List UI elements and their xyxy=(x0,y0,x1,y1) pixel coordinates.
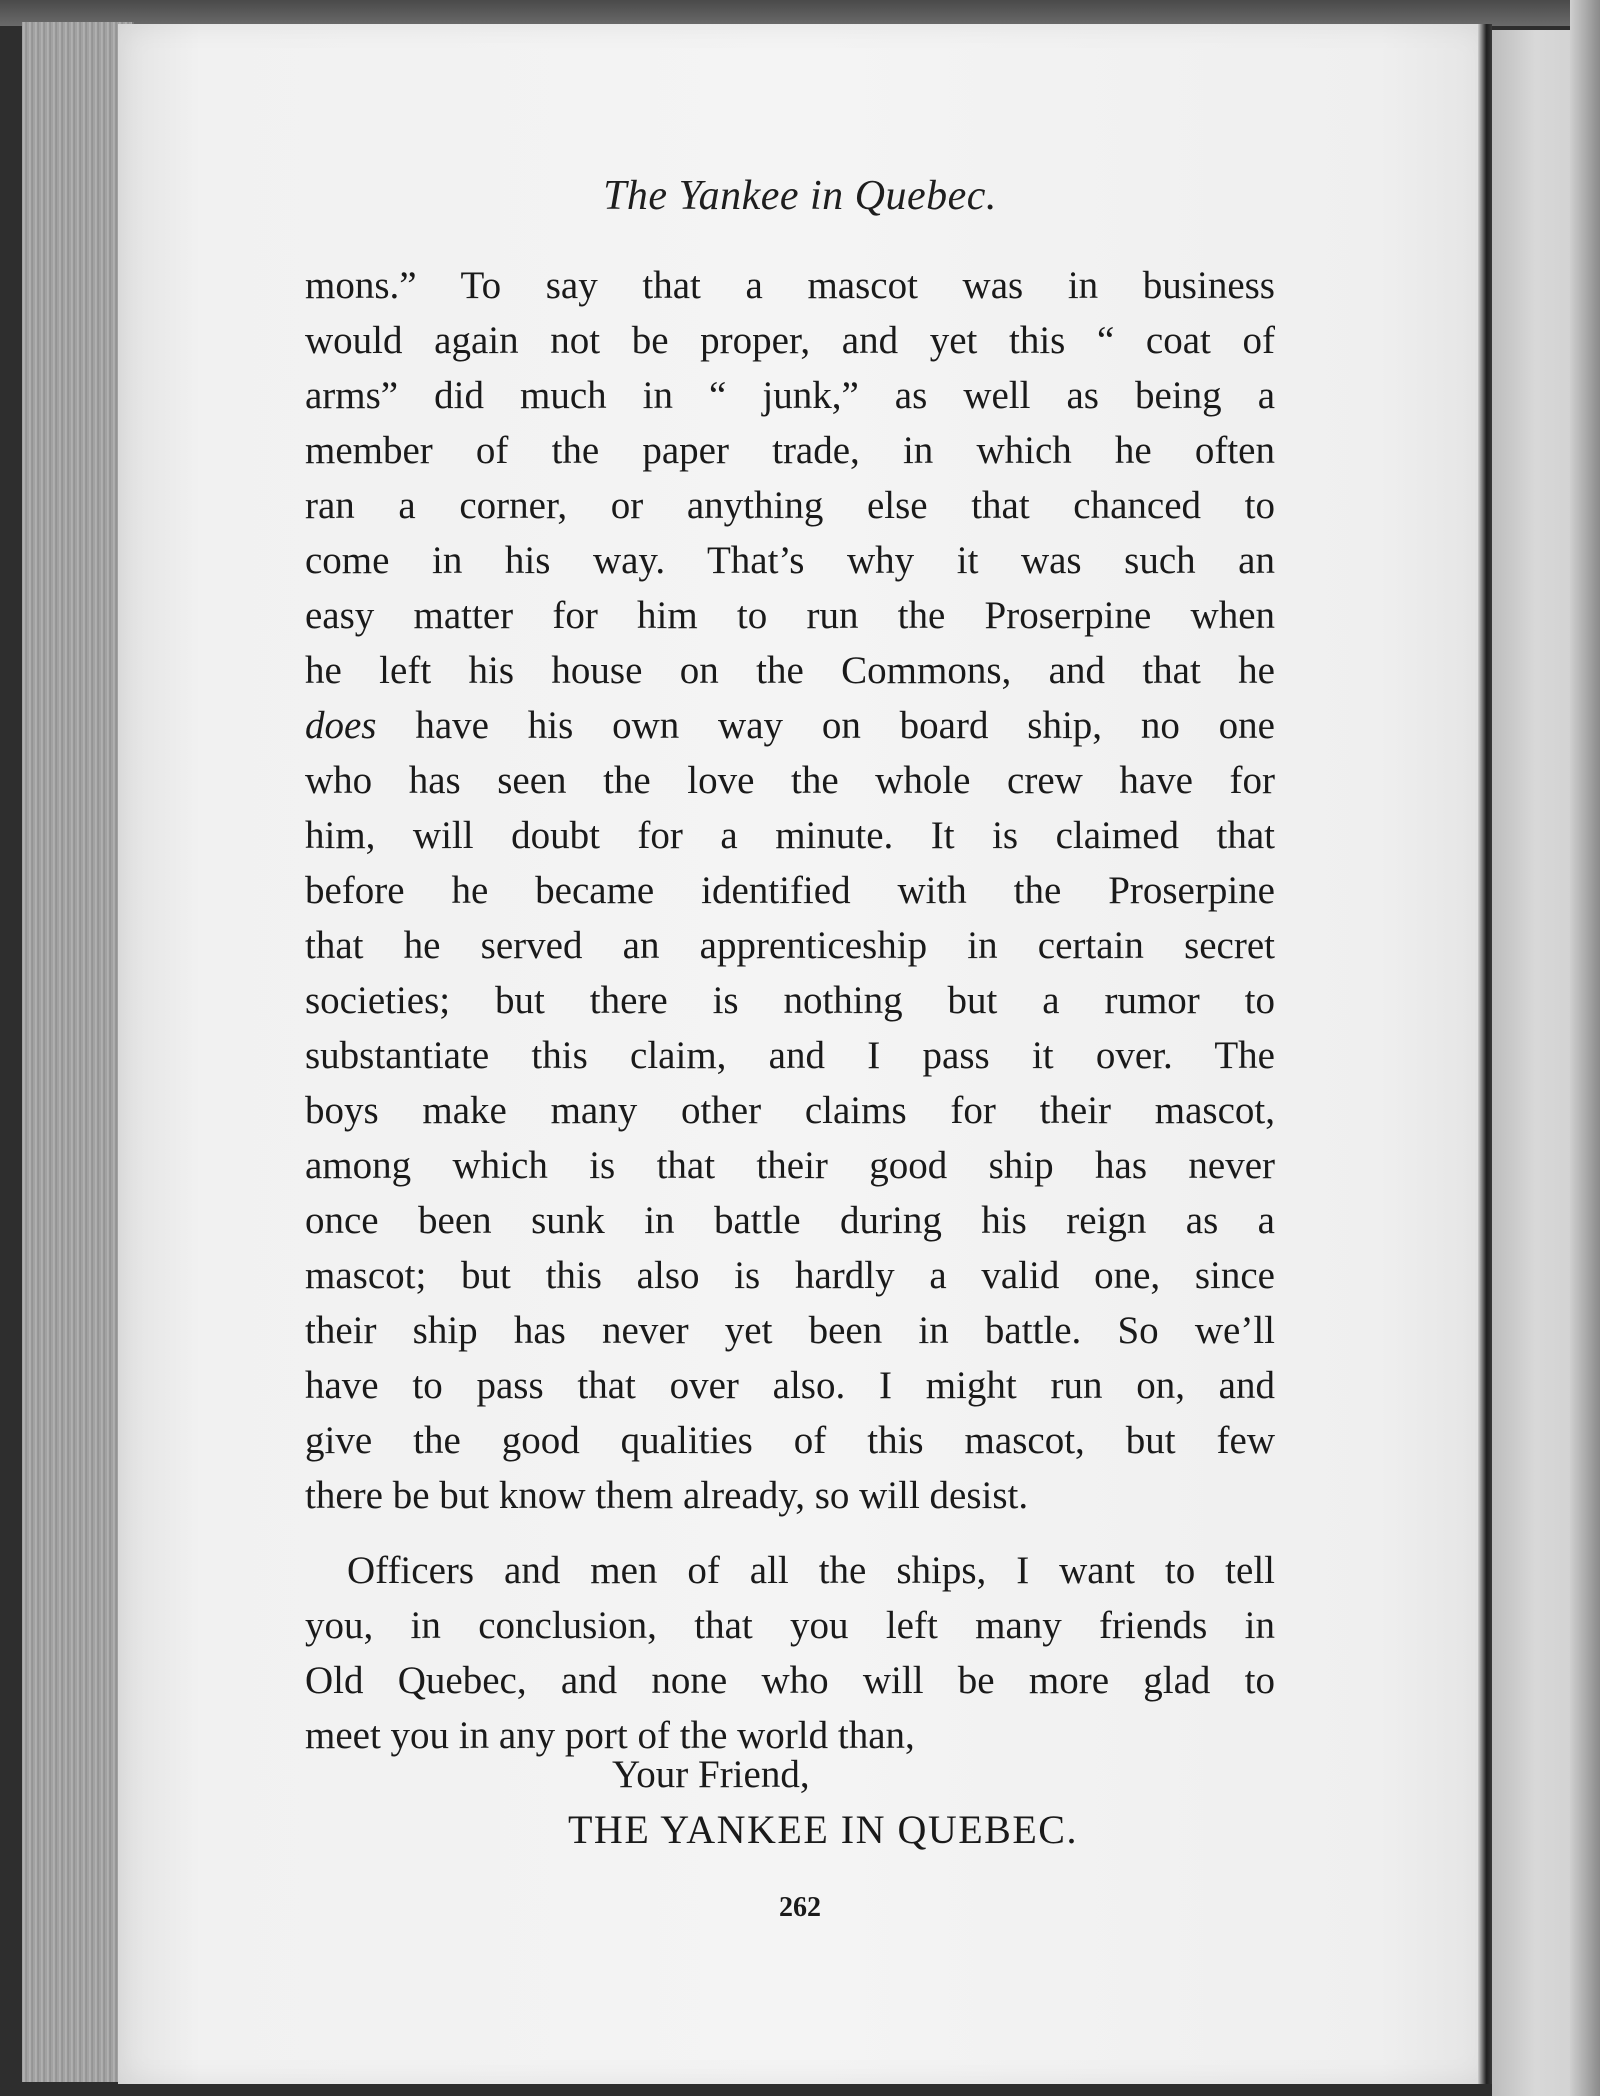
text-line: give the good qualities of this mascot, but few xyxy=(305,1419,1275,1462)
text-line: does have his own way on board ship, no one xyxy=(305,704,1275,747)
text-line: come in his way. That’s why it was such an xyxy=(305,539,1275,582)
text-line: among which is that their good ship has never xyxy=(305,1144,1275,1187)
text-line: mons.” To say that a mascot was in business xyxy=(305,264,1275,307)
text-line: he left his house on the Commons, and that he xyxy=(305,649,1275,692)
text-line: Old Quebec, and none who will be more glad to xyxy=(305,1659,1275,1702)
text-line: him, will doubt for a minute. It is claimed that xyxy=(305,814,1275,857)
running-head: The Yankee in Quebec. xyxy=(603,173,997,219)
text-line: there be but know them already, so will desist. xyxy=(305,1474,1029,1517)
text-line: before he became identified with the Proserpine xyxy=(305,869,1275,912)
text-line: meet you in any port of the world than, xyxy=(305,1714,915,1757)
text-line: once been sunk in battle during his reign as a xyxy=(305,1199,1275,1242)
facing-page-shadow xyxy=(1570,0,1600,2096)
text-line: who has seen the love the whole crew have for xyxy=(305,759,1275,802)
text-line: mascot; but this also is hardly a valid one, since xyxy=(305,1254,1275,1297)
scanner-background xyxy=(0,0,1600,26)
text-line: member of the paper trade, in which he often xyxy=(305,429,1275,472)
text-line: ran a corner, or anything else that chanced to xyxy=(305,484,1275,527)
paragraph-2 xyxy=(305,1543,1275,1763)
text-line: substantiate this claim, and I pass it over. The xyxy=(305,1034,1275,1077)
page-number: 262 xyxy=(779,1892,821,1923)
closing-salutation: Your Friend, xyxy=(612,1753,810,1796)
text-line: have to pass that over also. I might run on, and xyxy=(305,1364,1275,1407)
book-gutter xyxy=(1478,24,1492,2084)
body-text xyxy=(305,258,1275,1763)
italic-emphasis: does xyxy=(305,704,377,747)
text-line: societies; but there is nothing but a rumor to xyxy=(305,979,1275,1022)
signature: THE YANKEE IN QUEBEC. xyxy=(568,1807,1078,1852)
text-line: easy matter for him to run the Proserpine when xyxy=(305,594,1275,637)
text-line: would again not be proper, and yet this “ coat of xyxy=(305,319,1275,362)
paragraph-1 xyxy=(305,258,1275,1523)
text-line: you, in conclusion, that you left many friends in xyxy=(305,1604,1275,1647)
text-line: Officers and men of all the ships, I want to tell xyxy=(347,1549,1275,1592)
text-line: that he served an apprenticeship in certain secret xyxy=(305,924,1275,967)
text-line: arms” did much in “ junk,” as well as being a xyxy=(305,374,1275,417)
text-line: their ship has never yet been in battle. So we’ll xyxy=(305,1309,1275,1352)
text-line: boys make many other claims for their mascot, xyxy=(305,1089,1275,1132)
